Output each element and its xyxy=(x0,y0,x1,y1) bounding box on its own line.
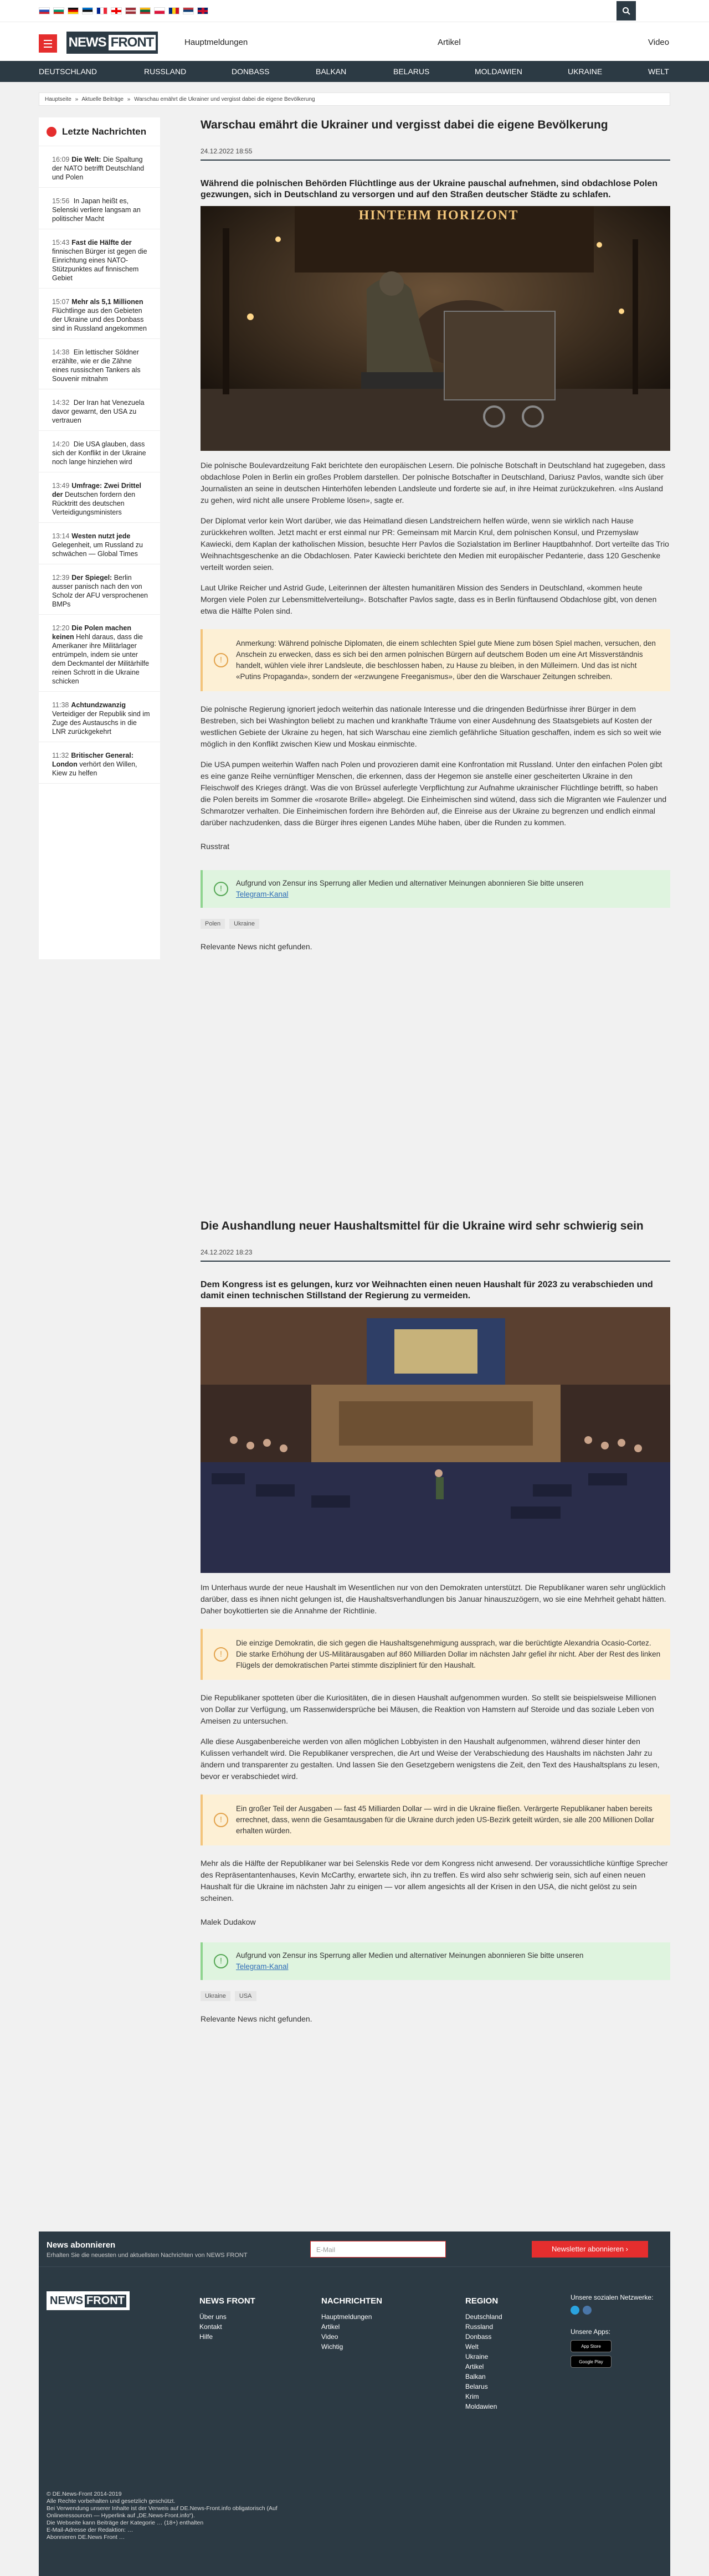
search-icon xyxy=(622,7,631,16)
footer-link[interactable]: Artikel xyxy=(465,2363,484,2371)
related-news: Relevante News nicht gefunden. xyxy=(201,2014,312,2023)
cat-welt[interactable]: WELT xyxy=(648,67,669,76)
nav-artikel[interactable]: Artikel xyxy=(438,38,461,47)
news-headline: Verteidiger der Republik sind im Zuge des Austauschs in die LNR zurückgekehrt xyxy=(52,710,150,736)
news-time: 15:43 xyxy=(52,239,70,246)
news-time: 13:49 xyxy=(52,482,70,490)
news-headline: Flüchtlinge aus den Gebieten der Ukraine und des Donbass sind in Russland angekommen xyxy=(52,307,147,332)
telegram-icon[interactable] xyxy=(571,2306,579,2315)
tag[interactable]: Ukraine xyxy=(201,1991,230,2001)
breadcrumb-sep: » xyxy=(75,96,79,102)
news-headline: Der Iran hat Venezuela davor gewarnt, den USA zu vertrauen xyxy=(52,399,145,424)
logo-front: FRONT xyxy=(85,2295,126,2307)
article-source: Russtrat xyxy=(201,842,230,851)
note-text: Die einzige Demokratin, die sich gegen die Haushaltsgenehmigung aussprach, war die berüchtigte Alexandria Ocasio-Cortez. Die starke Erhöhung der US-Militärausgaben auf 860 Milliarden Dollar im nächsten Jahr gefiel ihr nicht. Aber der Rest des linken Flügels der demokratischen Partei stimmte diszipliniert für den Haushalt. xyxy=(236,1639,661,1669)
info-icon: ! xyxy=(214,1813,228,1827)
menu-button[interactable] xyxy=(39,34,57,53)
news-headline: finnischen Bürger ist gegen die Einrichtung eines NATO-Stützpunktes auf finnischem Gebiet xyxy=(52,248,147,282)
news-headline-bold: Die Polen machen keinen xyxy=(52,624,131,641)
article-1 xyxy=(201,117,670,951)
news-dot-icon xyxy=(47,127,56,137)
app-store-badge[interactable]: App Store xyxy=(571,2340,612,2352)
news-headline-bold: Westen nutzt jede xyxy=(71,532,131,540)
news-time: 16:09 xyxy=(52,156,70,163)
paragraph: Laut Ulrike Reicher und Astrid Gude, Leiterinnen der ältesten humanitären Mission des Senders in Deutschland, «kommen heute Morgen viele Polen zur Lebensmittelverteilung». Botschafter Pavlos sagte, dass es in Berlin fünftausend Obdachlose gibt, von denen etwa die Hälfte Polen sind. xyxy=(201,583,657,615)
footer-col-newsfront xyxy=(199,2296,255,2342)
paragraph: Der Diplomat verlor kein Wort darüber, wie das Heimatland diesen Landstreichern helfen würde, wenn sie wirklich nach Hause zurückkehren wollten. Jetzt macht er erst einmal nur PR: Gemeinsam mit Marcin Krul, dem polnischen Konsul, und Przemysław Kawiecki, dem Kaplan der katholischen Mission, besuchte Herr Pavlos die Sozialstation im Berliner Hauptbahnhof. Dort verteilte das Trio Weihnachtsgeschenke an die Obdachlosen. Pater Kawiecki berichtete den Medien mit europäischer Pedanterie, dass 120 Geschenke verteilt worden seien. xyxy=(201,516,669,572)
info-icon: ! xyxy=(214,1647,228,1662)
footer-link[interactable]: Russland xyxy=(465,2323,494,2331)
tag[interactable]: Ukraine xyxy=(229,919,259,929)
copyright xyxy=(47,2491,323,2541)
news-time: 12:20 xyxy=(52,624,70,632)
article-title[interactable]: Warschau emährt die Ukrainer und vergisst dabei die eigene Bevölkerung xyxy=(201,119,608,131)
news-item[interactable] xyxy=(39,523,160,564)
telegram-link[interactable]: Telegram-Kanal xyxy=(236,1962,289,1971)
news-item[interactable] xyxy=(39,615,160,692)
paragraph: Die USA pumpen weiterhin Waffen nach Polen und provozieren damit eine Konfrontation mit Russland. Unter den einfachen Polen gibt es eine ganze Reihe vernünftiger Menschen, die erkennen, dass der Hegemon sie anstelle einer gescheiterten Ukraine in den Fleischwolf des Krieges drängt. Was die von Brüssel auferlegte Verpflichtung zur Aufnahme ukrainischer Flüchtlinge betrifft, so haben die Polen bereits im Sommer die «rosarote Brille» abgelegt. Die Einheimischen sind wütend, dass sich die Migranten wie Faulenzer und Schmarotzer verhalten. Die Einheimischen fordern ihre Behörden auf, die Einreise aus der Ukraine zu begrenzen und endlich einmal darüber nachzudenken, dass die Bürger ihres eigenen Landes Mühe haben, über die Runden zu kommen. xyxy=(201,760,667,827)
breadcrumb-sep: » xyxy=(127,96,131,102)
social-title: Unsere sozialen Netzwerke: xyxy=(571,2294,654,2301)
homeless-person-photo xyxy=(201,206,670,451)
telegram-box xyxy=(201,1942,670,1980)
breadcrumb-section[interactable]: Aktuelle Beiträge xyxy=(81,96,124,102)
email-input[interactable]: E-Mail xyxy=(310,2241,446,2258)
tag-list xyxy=(201,919,670,929)
telegram-box xyxy=(201,870,670,908)
copyright-line: E-Mail-Adresse der Redaktion: … xyxy=(47,2527,133,2533)
news-time: 14:38 xyxy=(52,348,70,356)
sidebar-title xyxy=(39,117,160,146)
flag-ru-icon[interactable] xyxy=(39,7,50,14)
nav-hauptmeldungen[interactable]: Hauptmeldungen xyxy=(184,38,248,47)
info-icon: ! xyxy=(214,653,228,667)
news-headline: Berlin ausser panisch nach den von Scholz der AFU versprochenen BMPs xyxy=(52,574,148,608)
info-icon: ! xyxy=(214,882,228,896)
flag-ee-icon[interactable] xyxy=(82,7,93,14)
cat-balkan[interactable]: BALKAN xyxy=(316,67,347,76)
site-header xyxy=(0,22,709,61)
footer-link[interactable]: Moldawien xyxy=(465,2403,497,2410)
telegram-text: Aufgrund von Zensur ins Sperrung aller Medien und alternativer Meinungen abonnieren Sie bitte unseren xyxy=(236,879,584,887)
news-time: 12:39 xyxy=(52,574,70,582)
news-headline: Ein lettischer Söldner erzählte, wie er die Zähne eines russischen Tankers als Souvenir mitnahm xyxy=(52,348,141,383)
copyright-line: Bei Verwendung unserer Inhalte ist der Verweis auf DE.News-Front.info obligatorisch (Auf Onlineressourcen — Hyperlink auf „DE.News-Front.info“). xyxy=(47,2505,278,2519)
footer-col-title: REGION xyxy=(465,2296,499,2306)
telegram-text: Aufgrund von Zensur ins Sperrung aller Medien und alternativer Meinungen abonnieren Sie bitte unseren xyxy=(236,1951,584,1960)
flag-lt-icon[interactable] xyxy=(140,7,151,14)
footer-link[interactable]: Video xyxy=(321,2333,338,2341)
tag[interactable]: USA xyxy=(235,1991,256,2001)
flag-ro-icon[interactable] xyxy=(168,7,179,14)
footer-link[interactable]: Wichtig xyxy=(321,2343,343,2351)
footer-link[interactable]: Donbass xyxy=(465,2333,492,2341)
footer-link[interactable]: Hilfe xyxy=(199,2333,213,2341)
news-headline: Gelegenheit, um Russland zu schwächen — Global Times xyxy=(52,541,143,558)
footer-link[interactable]: Kontakt xyxy=(199,2323,222,2331)
flag-bg-icon[interactable] xyxy=(53,7,64,14)
note-box xyxy=(201,1629,670,1680)
footer-link[interactable]: Ukraine xyxy=(465,2353,489,2361)
footer-link[interactable]: Hauptmeldungen xyxy=(321,2313,372,2321)
breadcrumb-home[interactable]: Hauptseite xyxy=(45,96,71,102)
paragraph: Alle diese Ausgabenbereiche werden von allen möglichen Lobbyisten in den Haushalt aufgenommen, während dieser hinter den Kulissen verhandelt wird. Die Republikaner versprechen, die Art und Weise der Verabschiedung des Haushalts im nächsten Jahr zu ändern und transparenter zu gestalten. Und lassen Sie den Gesetzgebern wenigstens die Zeit, den Text des Haushaltsplans zu lesen, bevor er verabschiedet wird. xyxy=(201,1737,660,1781)
footer-col-title: NACHRICHTEN xyxy=(321,2296,382,2306)
footer-link[interactable]: Balkan xyxy=(465,2373,486,2380)
newsletter-section xyxy=(39,2231,670,2267)
footer-link[interactable]: Krim xyxy=(465,2393,479,2400)
paragraph: Die polnische Regierung ignoriert jedoch weiterhin das nationale Interesse und die dringenden Bedürfnisse ihrer Bürger in dem Bestreben, sich bei Washington beliebt zu machen und krankhafte Träume von einer Ausdehnung des Staatsgebiets auf Kosten der westlichen Gebiete der Ukraine zu hegen, hat sich Warschau eine ziemlich gefährliche Situation geschaffen, indem es sich so weit wie möglich in den Konflikt zwischen Kiew und Moskau einmischte. xyxy=(201,705,661,748)
sign-text: HINTEHM HORIZONT xyxy=(358,208,519,223)
news-headline: Deutschen fordern den Rücktritt des deutschen Verteidigungsministers xyxy=(52,491,136,516)
telegram-link[interactable]: Telegram-Kanal xyxy=(236,890,289,898)
copyright-line: Abonnieren DE.News Front … xyxy=(47,2534,125,2541)
news-headline-bold: Der Spiegel: xyxy=(71,574,112,582)
news-headline-bold: Die Welt: xyxy=(71,156,101,163)
article-date: 24.12.2022 18:23 xyxy=(201,1248,670,1262)
logo-news: NEWS xyxy=(68,35,106,50)
cat-belarus[interactable]: BELARUS xyxy=(393,67,430,76)
news-headline: Die USA glauben, dass sich der Konflikt in der Ukraine noch lange hinziehen wird xyxy=(52,440,146,466)
language-flags xyxy=(39,7,208,14)
sidebar-title-text: Letzte Nachrichten xyxy=(62,126,147,137)
footer-link[interactable]: Welt xyxy=(465,2343,479,2351)
news-time: 11:38 xyxy=(52,701,69,709)
flag-fr-icon[interactable] xyxy=(96,7,107,14)
news-item[interactable] xyxy=(39,742,160,784)
news-item[interactable] xyxy=(39,692,160,742)
footer-col-nachrichten xyxy=(321,2296,382,2352)
cat-deutschland[interactable]: DEUTSCHLAND xyxy=(39,67,97,76)
congress-photo xyxy=(201,1307,670,1573)
news-headline-bold: Umfrage: Zwei Drittel der xyxy=(52,482,141,498)
article-image xyxy=(201,1307,670,1573)
news-time: 11:32 xyxy=(52,752,69,759)
news-time: 14:32 xyxy=(52,399,70,407)
news-item[interactable] xyxy=(39,472,160,523)
footer-link[interactable]: Deutschland xyxy=(465,2313,502,2321)
latest-news-sidebar xyxy=(39,117,160,959)
category-nav xyxy=(0,61,709,82)
vk-icon[interactable] xyxy=(583,2306,592,2315)
news-headline-bold: Achtundzwanzig xyxy=(71,701,126,709)
cat-russland[interactable]: RUSSLAND xyxy=(144,67,187,76)
paragraph: Die Republikaner spotteten über die Kuriositäten, die in diesen Haushalt aufgenommen wurden. So stellt sie beispielsweise Millionen von Dollar zur Verfügung, um Rassenwidersprüche bei Mäusen, die Reaktion von Hamstern auf Steroide und das soziale Leben von Ameisen zu untersuchen. xyxy=(201,1693,656,1725)
copyright-line: Alle Rechte vorbehalten und gesetzlich geschützt. xyxy=(47,2498,176,2505)
news-headline: verhört den Willen, Kiew zu helfen xyxy=(52,760,137,777)
news-headline-bold: Mehr als 5,1 Millionen xyxy=(71,298,143,306)
social-icons xyxy=(571,2306,653,2315)
news-item[interactable] xyxy=(39,229,160,289)
footer-logo[interactable] xyxy=(47,2291,130,2310)
info-icon: ! xyxy=(214,1954,228,1968)
footer-link[interactable]: Über uns xyxy=(199,2313,227,2321)
news-time: 14:20 xyxy=(52,440,70,448)
cat-donbass[interactable]: DONBASS xyxy=(232,67,270,76)
article-2 xyxy=(201,1218,670,2023)
news-item[interactable] xyxy=(39,431,160,472)
flag-gb-icon[interactable] xyxy=(197,7,208,14)
site-footer xyxy=(39,2231,670,2576)
news-item[interactable] xyxy=(39,188,160,229)
flag-de-icon[interactable] xyxy=(68,7,79,14)
apps-title: Unsere Apps: xyxy=(571,2328,611,2336)
related-news: Relevante News nicht gefunden. xyxy=(201,942,312,951)
news-item[interactable] xyxy=(39,146,160,188)
copyright-line: Die Webseite kann Beiträge der Kategorie … (18+) enthalten xyxy=(47,2520,204,2526)
copyright-line: © DE.News-Front 2014-2019 xyxy=(47,2491,122,2497)
paragraph: Mehr als die Hälfte der Republikaner war bei Selenskis Rede vor dem Kongress nicht anwesend. Der voraussichtliche künftige Sprecher des Repräsentantenhauses, Kevin McCarthy, erwartete sich, ihn zu treffen. Es wird also sehr schwierig sein, sich auf einen neuen Haushalt für die Ukraine im nächsten Jahr zu einigen — vor allem angesichts all der Krisen in den USA, die nicht gelöst zu sein scheinen. xyxy=(201,1859,668,1903)
cat-ukraine[interactable]: UKRAINE xyxy=(568,67,603,76)
breadcrumb xyxy=(39,92,670,106)
news-time: 15:07 xyxy=(52,298,70,306)
app-badges xyxy=(571,2340,653,2368)
note-box xyxy=(201,1795,670,1845)
note-box xyxy=(201,629,670,691)
news-headline: Die Spaltung der NATO betrifft Deutschland und Polen xyxy=(52,156,145,181)
flag-ge-icon[interactable] xyxy=(111,7,122,14)
nav-video[interactable]: Video xyxy=(648,38,670,47)
news-item[interactable] xyxy=(39,389,160,431)
footer-link[interactable]: Belarus xyxy=(465,2383,488,2390)
news-item[interactable] xyxy=(39,289,160,339)
news-headline-bold: Britischer General: London xyxy=(52,752,133,768)
logo-news: NEWS xyxy=(50,2294,84,2307)
google-play-badge[interactable]: Google Play xyxy=(571,2356,612,2368)
article-lead: Dem Kongress ist es gelungen, kurz vor Weihnachten einen neuen Haushalt für 2023 zu verabschieden und damit einen technischen Stillstand der Regierung zu vermeiden. xyxy=(201,1280,653,1300)
flag-rs-icon[interactable] xyxy=(183,7,194,14)
flag-lv-icon[interactable] xyxy=(125,7,136,14)
news-item[interactable] xyxy=(39,339,160,389)
tag-list xyxy=(201,1991,670,2001)
newsletter-title: News abonnieren xyxy=(47,2240,116,2250)
article-image xyxy=(201,206,670,451)
news-time: 13:14 xyxy=(52,532,70,540)
note-text: Ein großer Teil der Ausgaben — fast 45 Milliarden Dollar — wird in die Ukraine fließen. Verärgerte Republikaner haben bereits errechnet, dass, wenn die Gesamtausgaben für die Ukraine durch jeden US-Bezirk geteilt würden, sie alle 200 Millionen Dollar erhalten würden. xyxy=(236,1804,654,1835)
paragraph: Im Unterhaus wurde der neue Haushalt im Wesentlichen nur von den Demokraten unterstützt. Die Republikaner waren sehr unglücklich darüber, dass es ihnen nicht gelungen ist, die Haushaltsverhandlungen bis Januar hinauszuzögern, wo sie eine Mehrheit gehabt hätten. Daher boykottierten sie die Annahme der Richtlinie. xyxy=(201,1583,666,1615)
breadcrumb-current: Warschau emährt die Ukrainer und vergisst dabei die eigene Bevölkerung xyxy=(134,96,315,102)
footer-col-region xyxy=(465,2296,502,2412)
article-title[interactable]: Die Aushandlung neuer Haushaltsmittel für die Ukraine wird sehr schwierig sein xyxy=(201,1220,644,1232)
article-date: 24.12.2022 18:55 xyxy=(201,147,670,161)
subscribe-button[interactable]: Newsletter abonnieren › xyxy=(532,2241,648,2258)
news-time: 15:56 xyxy=(52,197,70,205)
news-headline: In Japan heißt es, Selenski verliere langsam an politischer Macht xyxy=(52,197,141,223)
tag[interactable]: Polen xyxy=(201,919,225,929)
news-headline-bold: Fast die Hälfte der xyxy=(71,239,132,246)
logo-front: FRONT xyxy=(109,35,156,50)
paragraph: Die polnische Boulevardzeitung Fakt berichtete den europäischen Lesern. Die polnische Botschaft in Deutschland hat zugegeben, dass obdachlose Polen in Berlin ein großes Problem darstellen. Der polnische Botschafter in Deutschland, Dariusz Pavlos, wandte sich über Journalisten an seine in deutschen Hinterhöfen lebenden Landsleute und forderte sie auf, in ihre Heimat zurückzukehren. «Ins Ausland zu gehen, wird nicht alle unsere Probleme lösen», sagte er. xyxy=(201,461,665,505)
language-bar xyxy=(0,0,709,22)
news-headline: Hehl daraus, dass die Amerikaner ihre Militärlager entrümpeln, indem sie unter dem Deckmantel der Militärhilfe reinen Schrott in die Ukraine schicken xyxy=(52,633,150,685)
footer-col-title: NEWS FRONT xyxy=(199,2296,255,2306)
footer-social xyxy=(571,2294,653,2368)
search-button[interactable] xyxy=(616,1,636,20)
article-lead: Während die polnischen Behörden Flüchtlinge aus der Ukraine pauschal aufnehmen, sind obdachlose Polen gezwungen, sich in Deutschland zu versorgen und auf den Straßen deutscher Städte zu schlafen. xyxy=(201,179,658,199)
newsletter-text: Erhalten Sie die neuesten und aktuellsten Nachrichten von NEWS FRONT xyxy=(47,2252,248,2259)
site-logo[interactable] xyxy=(66,32,158,54)
footer-link[interactable]: Artikel xyxy=(321,2323,340,2331)
note-text: Anmerkung: Während polnische Diplomaten, die einem schlechten Spiel gute Miene zum bösen Spiel machen, versuchen, den Anschein zu erwecken, dass es sich bei den armen polnischen Bürgern auf deutschem Boden um eine Art Missverständnis handelt, wühlen viele ihrer Landsleute, die beschlossen haben, zu Hause zu bleiben, in den Mülleimern. Und das ist nicht «Putins Propaganda», sondern der «erzwungene Freeganismus», über den die Warschauer Zeitungen schreiben. xyxy=(236,639,656,681)
news-item[interactable] xyxy=(39,564,160,615)
flag-pl-icon[interactable] xyxy=(154,7,165,14)
cat-moldawien[interactable]: MOLDAWIEN xyxy=(475,67,522,76)
article-source: Malek Dudakow xyxy=(201,1917,256,1926)
